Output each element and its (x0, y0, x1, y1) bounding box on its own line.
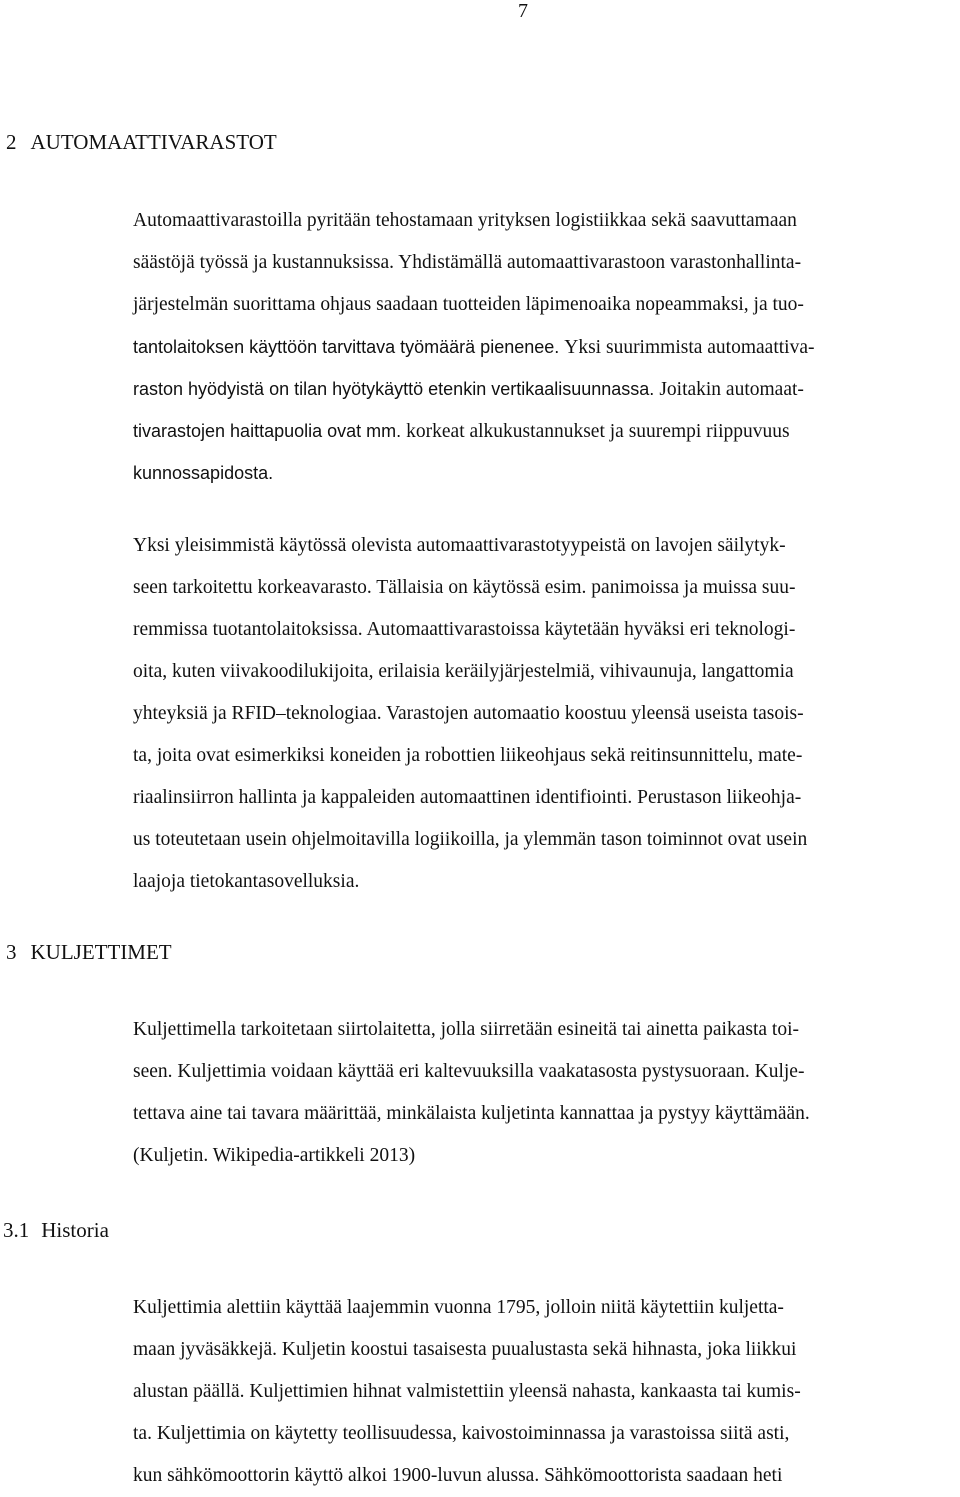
text-line (133, 410, 958, 452)
text-run: tantolaitoksen käyttöön tarvittava työmäärä pienenee. (133, 337, 565, 357)
text-line (133, 693, 958, 735)
text-line (133, 651, 958, 693)
text-run: seen. Kuljettimia voidaan käyttää eri kaltevuuksilla vaakatasosta pystysuoraan. Kulje- (133, 1061, 805, 1082)
section-3-paragraph-1 (133, 1009, 958, 1177)
text-run: Yksi yleisimmistä käytössä olevista automaattivarastotyypeistä on lavojen säilytyk- (133, 535, 786, 556)
section-2-title: AUTOMAATTIVARASTOT (30, 130, 277, 154)
text-run: us toteutetaan usein ohjelmoitavilla logiikoilla, ja ylemmän tason toiminnot ovat usein (133, 829, 808, 850)
section-2-paragraph-1 (133, 200, 958, 494)
section-3-heading (6, 940, 172, 964)
text-run: laajoja tietokantasovelluksia. (133, 871, 360, 892)
section-3-1-heading (3, 1218, 109, 1242)
section-2-heading (6, 130, 277, 154)
text-line (133, 1329, 958, 1371)
text-line (133, 1413, 958, 1455)
section-3-1-title: Historia (41, 1218, 109, 1242)
text-line (133, 1455, 958, 1497)
text-run: oita, kuten viivakoodilukijoita, erilaisia keräilyjärjestelmiä, vihivaunuja, langattomia (133, 661, 794, 682)
text-line (133, 1051, 958, 1093)
text-line (133, 242, 958, 284)
section-2-paragraph-2 (133, 525, 958, 903)
text-run: seen tarkoitettu korkeavarasto. Tällaisia on käytössä esim. panimoissa ja muissa suu- (133, 577, 796, 598)
text-line (133, 1287, 958, 1329)
text-line (133, 452, 958, 494)
text-run: kunnossapidosta. (133, 463, 274, 483)
page-number: 7 (518, 0, 528, 22)
section-3-1-number: 3.1 (3, 1218, 30, 1242)
text-run: riaalinsiirron hallinta ja kappaleiden automaattinen identifiointi. Perustason liikeohja- (133, 787, 802, 808)
text-run: yhteyksiä ja RFID–teknologiaa. Varastojen automaatio koostuu yleensä useista tasois- (133, 703, 804, 724)
section-3-number: 3 (6, 940, 17, 964)
text-line (133, 567, 958, 609)
section-3-title: KULJETTIMET (30, 940, 172, 964)
text-line (133, 284, 958, 326)
text-line (133, 326, 958, 368)
text-run: Automaattivarastoilla pyritään tehostamaan yrityksen logistiikkaa sekä saavuttamaan (133, 210, 797, 231)
text-run: (Kuljetin. Wikipedia-artikkeli 2013) (133, 1145, 416, 1166)
text-run: tivarastojen haittapuolia ovat mm. (133, 421, 407, 441)
section-3-1-paragraph-1 (133, 1287, 958, 1497)
text-run: tettava aine tai tavara määrittää, minkälaista kuljetinta kannattaa ja pystyy käyttämään. (133, 1103, 810, 1124)
text-line (133, 1093, 958, 1135)
text-run: remmissa tuotantolaitoksissa. Automaattivarastoissa käytetään hyväksi eri teknologi- (133, 619, 796, 640)
text-line (133, 735, 958, 777)
text-line (133, 1371, 958, 1413)
text-run: maan jyväsäkkejä. Kuljetin koostui tasaisesta puualustasta sekä hihnasta, joka liikkui (133, 1339, 797, 1360)
text-run: Kuljettimella tarkoitetaan siirtolaitetta, jolla siirretään esineitä tai ainetta paikasta toi- (133, 1019, 799, 1040)
text-run: ta. Kuljettimia on käytetty teollisuudessa, kaivostoiminnassa ja varastoissa siitä asti, (133, 1423, 790, 1444)
text-run: Kuljettimia alettiin käyttää laajemmin vuonna 1795, jolloin niitä käytettiin kuljetta- (133, 1297, 784, 1318)
text-run: kun sähkömoottorin käyttö alkoi 1900-luvun alussa. Sähkömoottorista saadaan heti (133, 1465, 783, 1486)
text-run: Joitakin automaat- (659, 379, 804, 400)
text-run: ta, joita ovat esimerkiksi koneiden ja robottien liikeohjaus sekä reitinsunnittelu, mate- (133, 745, 803, 766)
text-line (133, 819, 958, 861)
text-run: raston hyödyistä on tilan hyötykäyttö etenkin vertikaalisuunnassa. (133, 379, 660, 399)
text-line (133, 861, 958, 903)
text-line (133, 525, 958, 567)
text-run: korkeat alkukustannukset ja suurempi riippuvuus (406, 421, 790, 442)
text-run: säästöjä työssä ja kustannuksissa. Yhdistämällä automaattivarastoon varastonhallinta- (133, 252, 802, 273)
text-run: Yksi suurimmista automaattiva- (564, 337, 815, 358)
text-line (133, 609, 958, 651)
text-line (133, 1009, 958, 1051)
text-line (133, 1135, 958, 1177)
text-line (133, 368, 958, 410)
text-line (133, 777, 958, 819)
text-run: alustan päällä. Kuljettimien hihnat valmistettiin yleensä nahasta, kankaasta tai kumis- (133, 1381, 801, 1402)
section-2-number: 2 (6, 130, 17, 154)
text-line (133, 200, 958, 242)
text-run: järjestelmän suorittama ohjaus saadaan tuotteiden läpimenoaika nopeammaksi, ja tuo- (133, 294, 804, 315)
